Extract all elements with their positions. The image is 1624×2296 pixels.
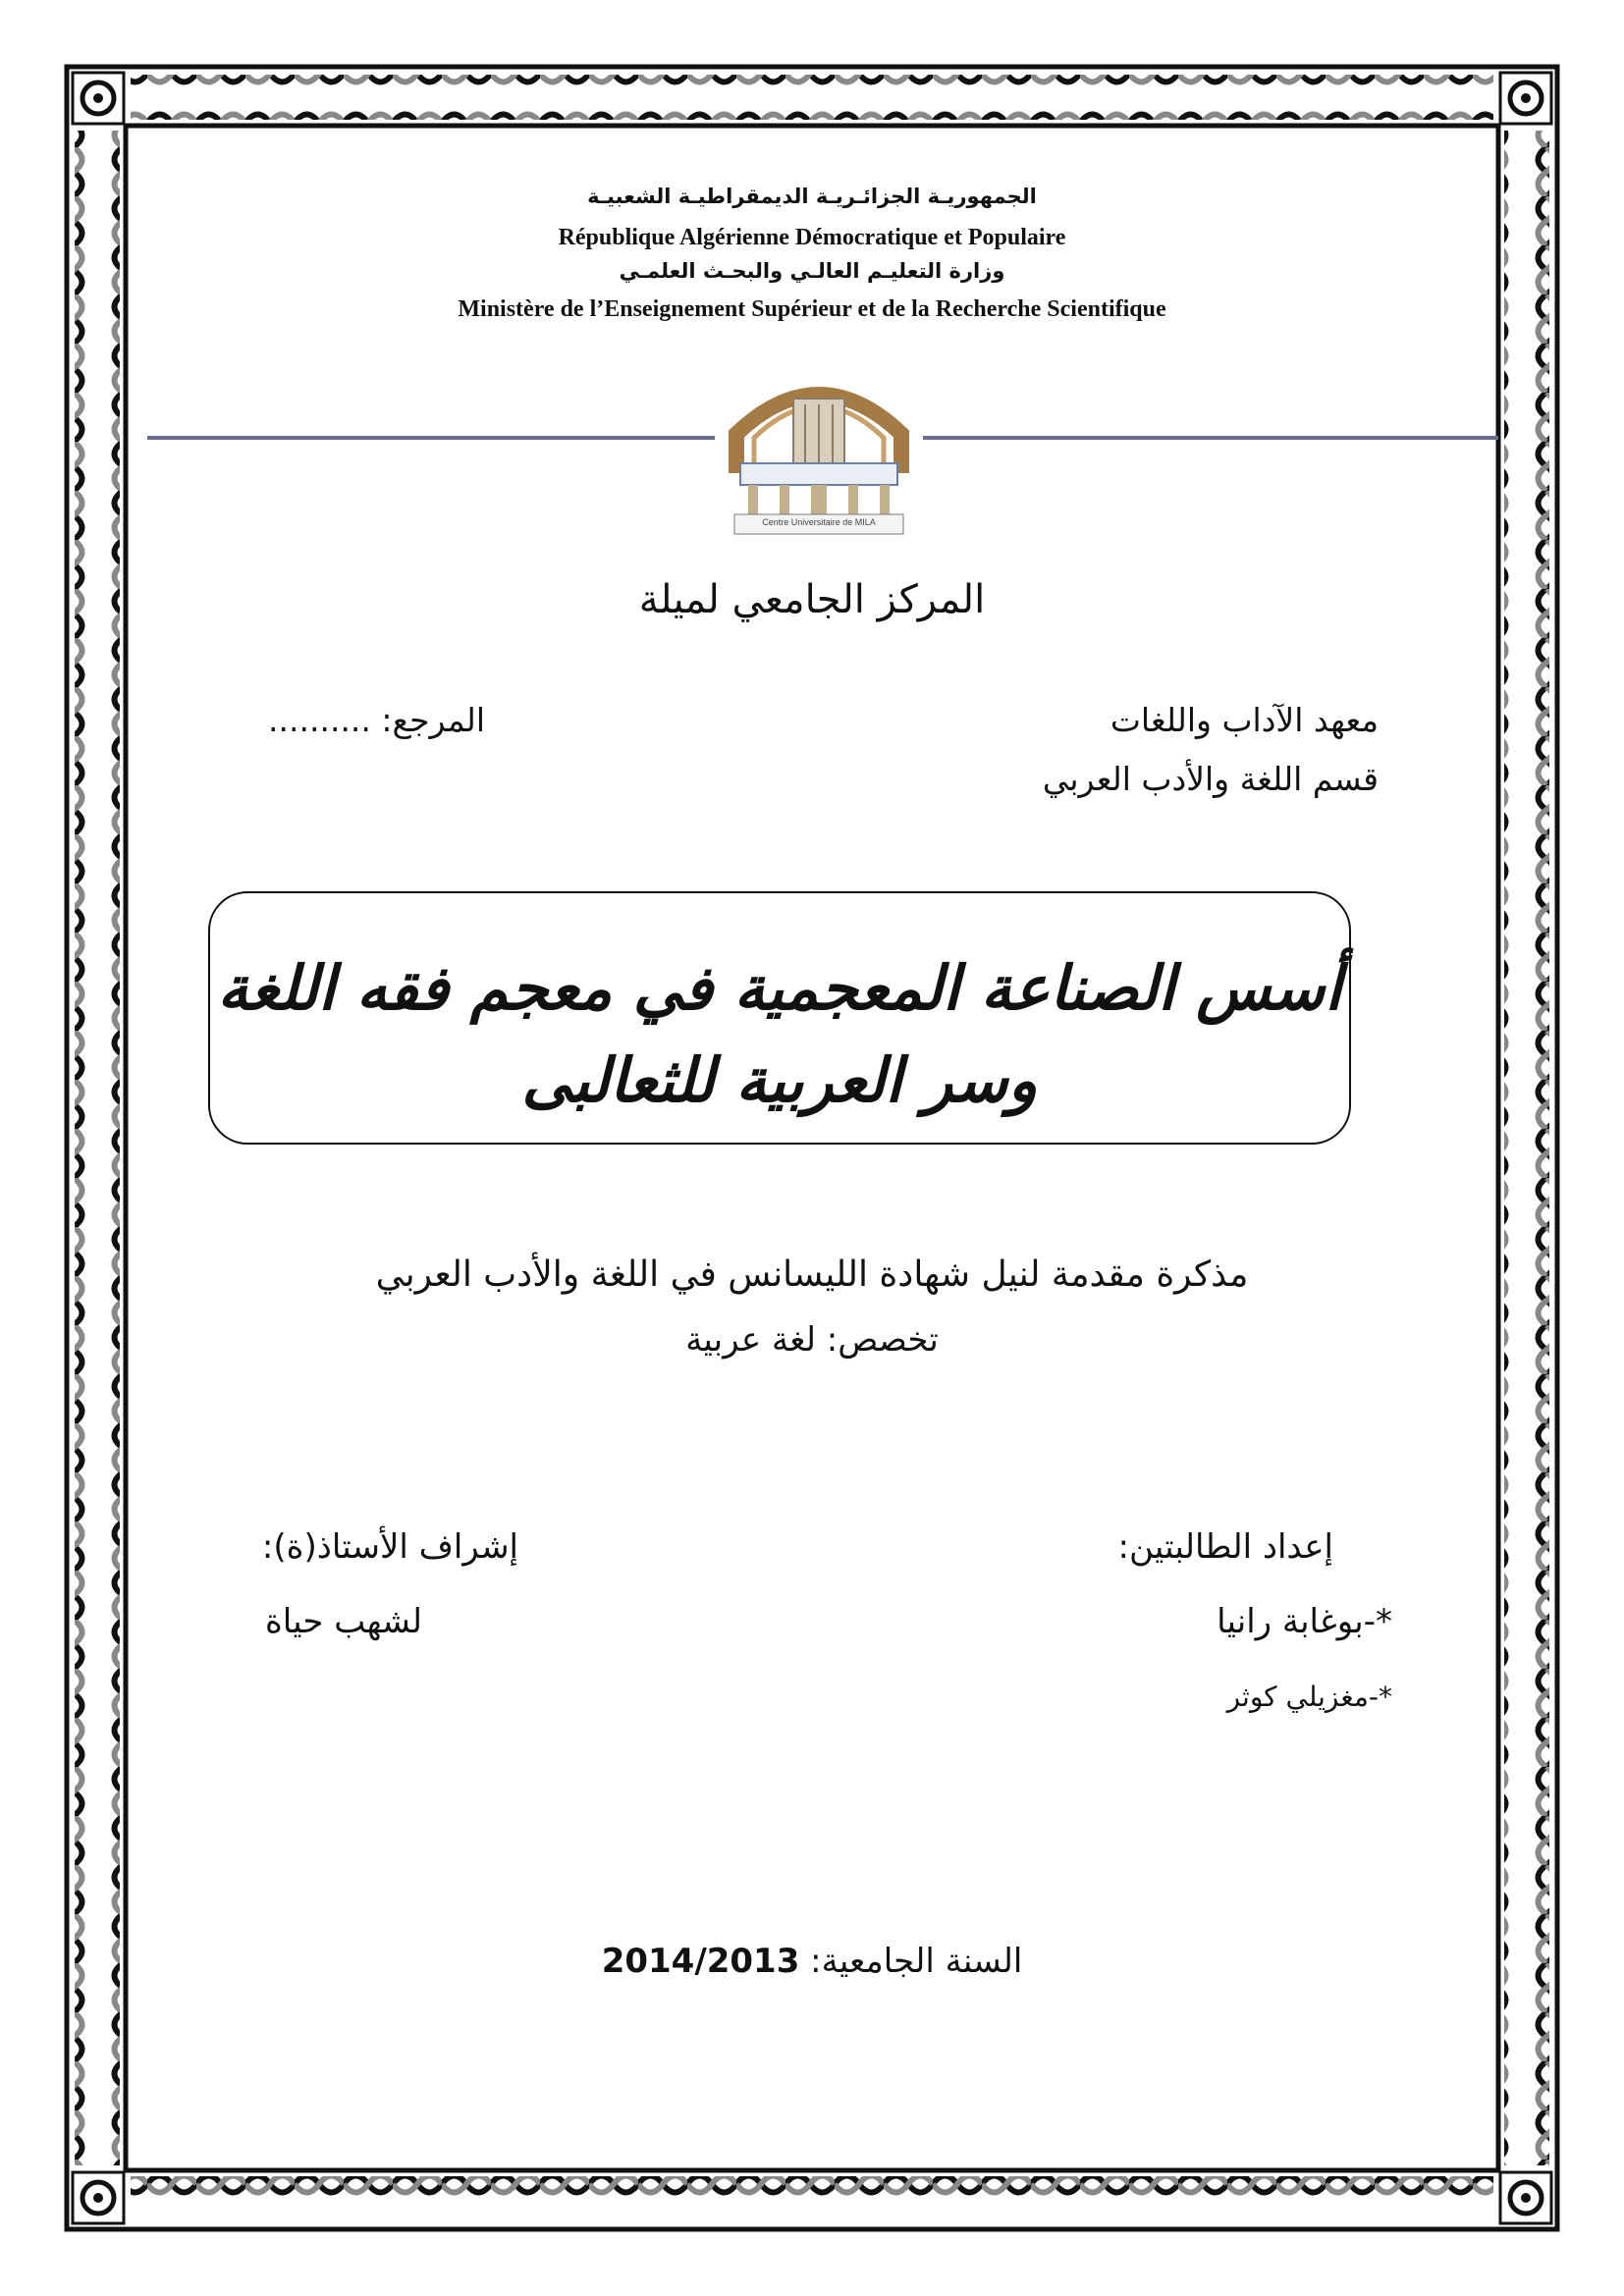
header-rule-right (923, 436, 1498, 440)
corner-ornament-tl (73, 73, 124, 124)
thesis-title-line1: أسس الصناعة المعجمية في معجم فقه اللغة (217, 952, 1342, 1024)
reference-field: المرجع: .......... (268, 701, 485, 739)
department-name: قسم اللغة والأدب العربي (1042, 760, 1379, 798)
republic-french: République Algérienne Démocratique et Populaire (558, 225, 1066, 250)
ministry-french: Ministère de l’Enseignement Supérieur et de la Recherche Scientifique (458, 296, 1166, 322)
academic-year (0, 1942, 1624, 1981)
corner-ornament-br (1500, 2172, 1551, 2223)
corner-ornament-bl (73, 2172, 124, 2223)
institute-name: معهد الآداب واللغات (1110, 701, 1379, 739)
supervisor-name: لشهب حياة (264, 1602, 422, 1641)
academic-year-value: 2014/2013 (601, 1942, 800, 1981)
student-name-2: *-مغزيلي كوثر (1226, 1681, 1392, 1713)
students-label: إعداد الطالبتين: (1117, 1527, 1333, 1567)
specialty: تخصص: لغة عربية (685, 1320, 939, 1360)
university-logo (729, 365, 909, 538)
university-logo-emblem (729, 365, 909, 538)
student-name-1: *-بوغابة رانيا (1217, 1602, 1392, 1641)
republic-arabic: الجمهوريـة الجزائـريـة الديمقراطيـة الشعبيـة (587, 185, 1037, 208)
logo-caption: Centre Universitaire de MILA (762, 517, 876, 527)
degree-statement: مذكرة مقدمة لنيل شهادة الليسانس في اللغة والأدب العربي (375, 1255, 1249, 1295)
header-rule-left (147, 436, 715, 440)
corner-ornament-tr (1500, 73, 1551, 124)
thesis-title-line2: وسر العربية للثعالبى (521, 1044, 1038, 1116)
academic-year-label: السنة الجامعية: (799, 1942, 1023, 1981)
institution-name: المركز الجامعي لميلة (638, 577, 986, 622)
supervisor-label: إشراف الأستاذ(ة): (261, 1527, 518, 1567)
ministry-arabic: وزارة التعليـم العالـي والبحـث العلمـي (619, 259, 1005, 283)
